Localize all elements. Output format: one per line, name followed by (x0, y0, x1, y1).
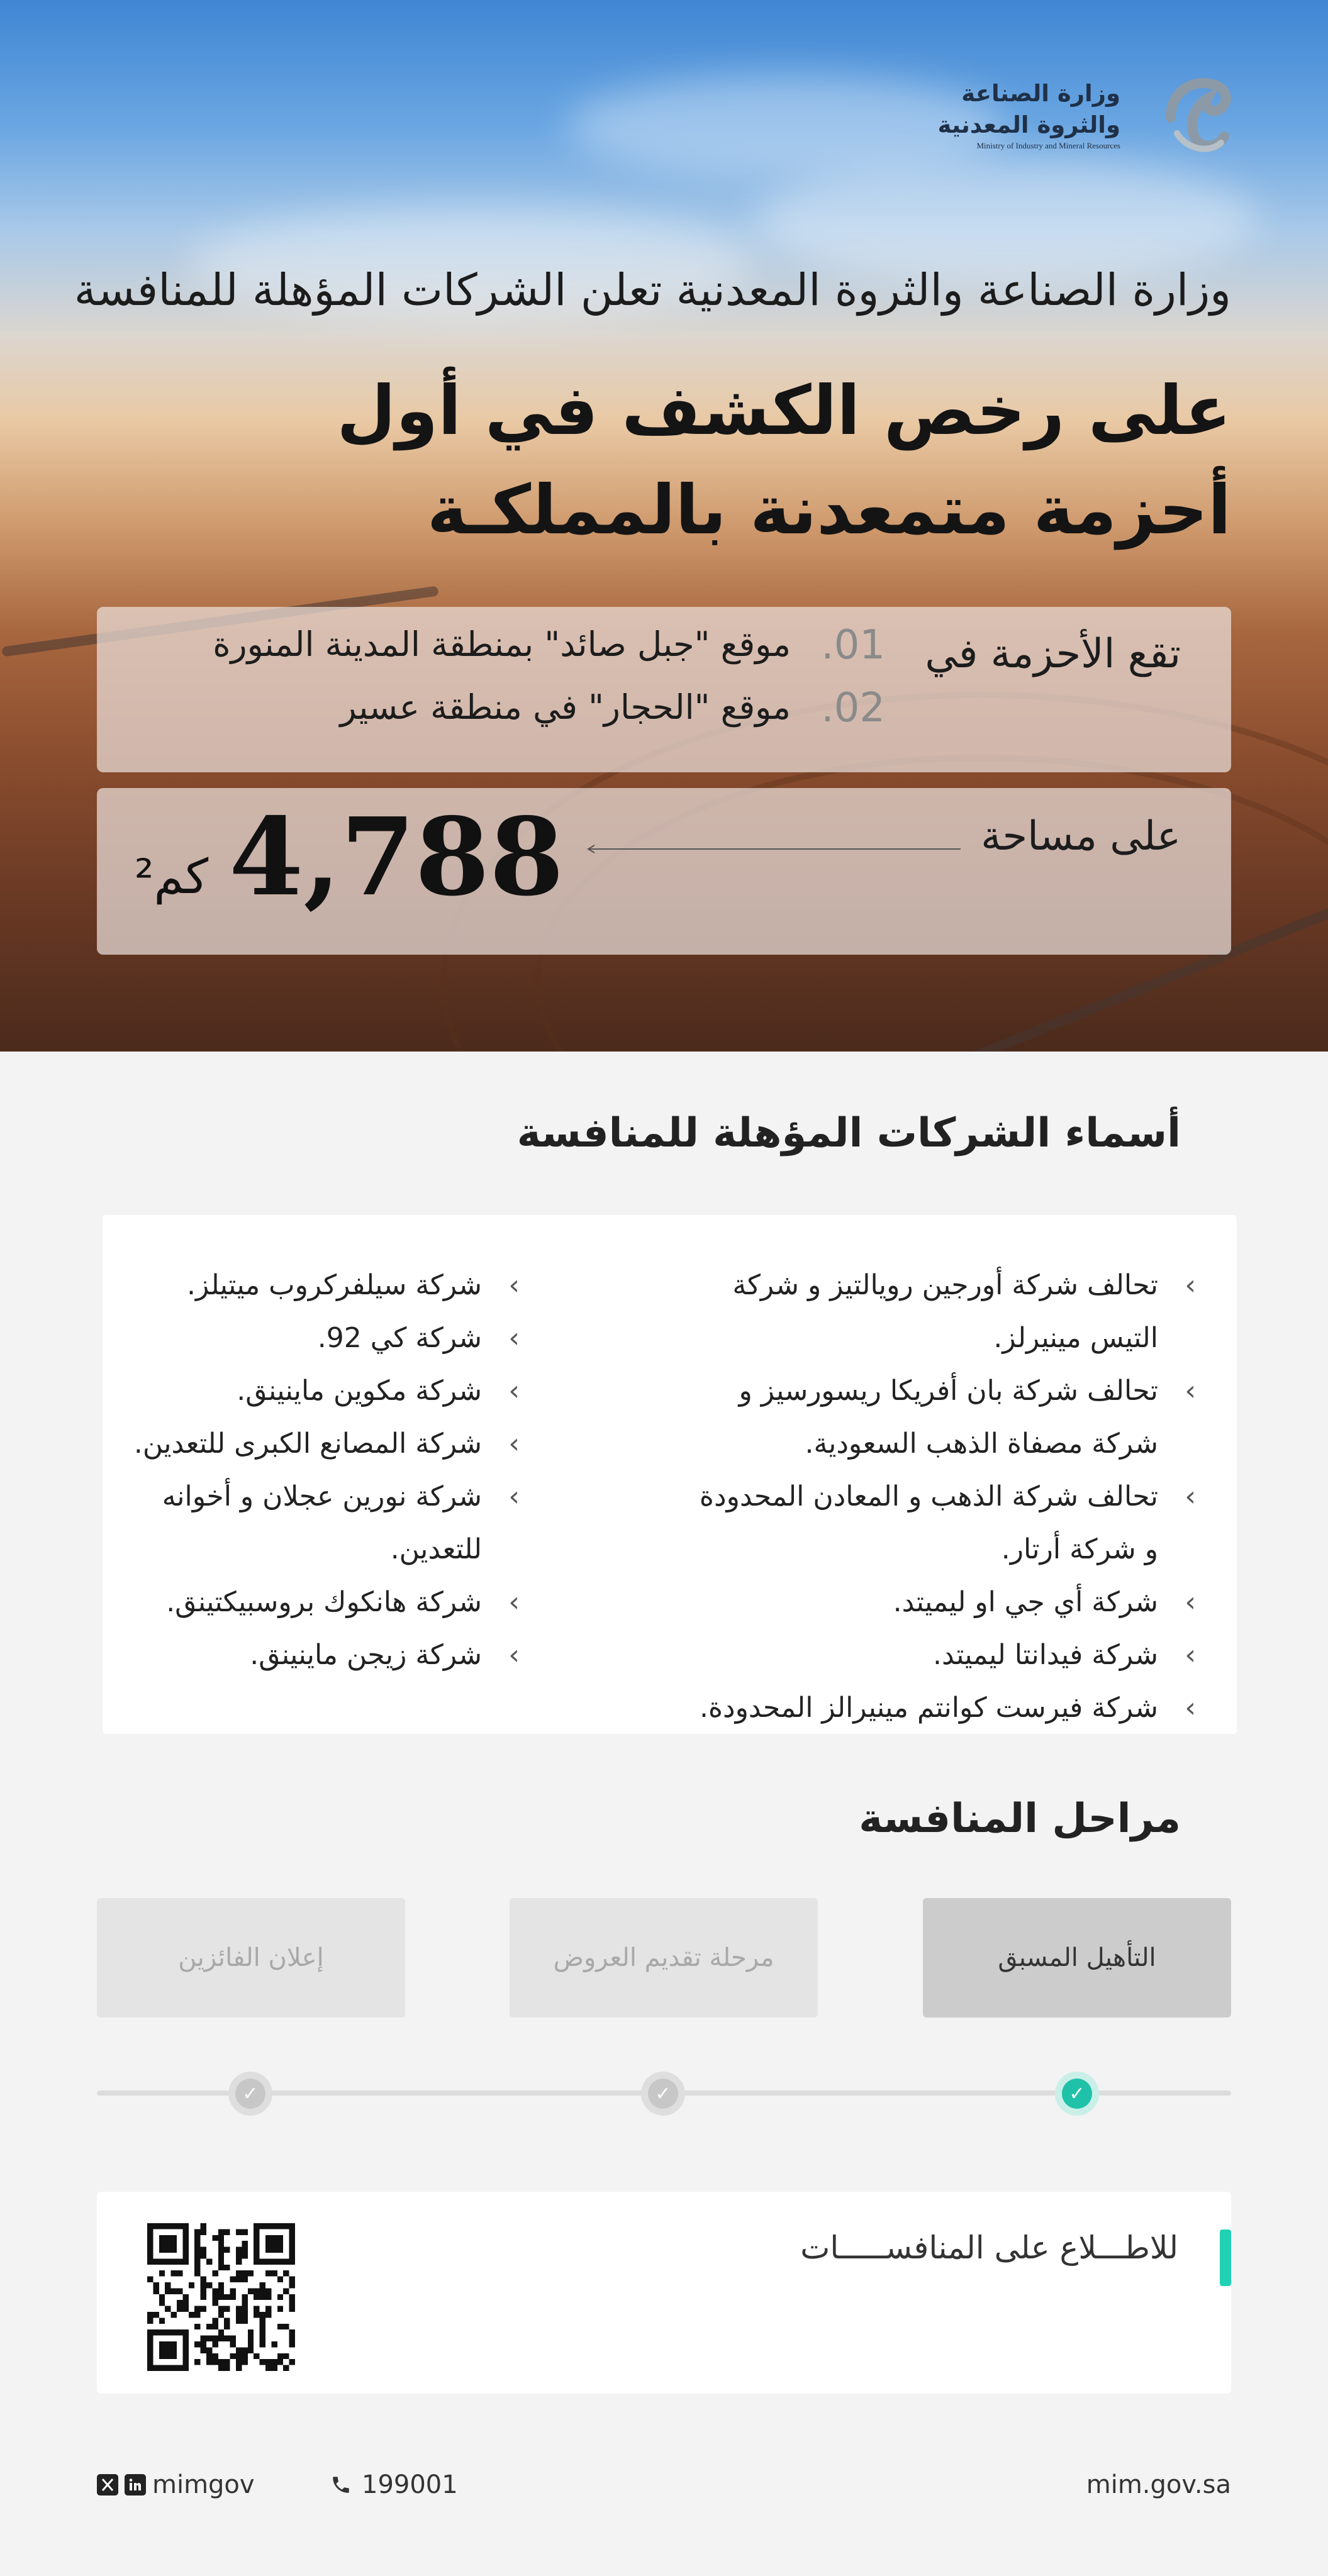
area-label: على مساحة (981, 813, 1181, 860)
competitions-link-text[interactable]: للاطـــلاع على المنافســـــات (800, 2229, 1178, 2266)
location-item (213, 622, 885, 669)
company-item: › شركة سيلفركروب ميتيلز. (130, 1259, 520, 1312)
location-number: 01. (821, 622, 885, 669)
ministry-name-en: Ministry of Industry and Mineral Resources (976, 141, 1120, 150)
accent-bar (1220, 2229, 1231, 2286)
ministry-logo-icon (1158, 74, 1234, 155)
hero-banner (0, 0, 1328, 1052)
qr-card[interactable] (97, 2192, 1231, 2394)
phone-number[interactable] (330, 2470, 458, 2499)
website-link[interactable]: mim.gov.sa (1086, 2470, 1231, 2499)
companies-card (103, 1215, 1237, 1734)
location-text: موقع "جبل صائد" بمنطقة المدينة المنورة (213, 625, 791, 664)
ministry-name-ar: وزارة الصناعة والثروة المعدنية (937, 80, 1120, 138)
location-text: موقع "الحجار" في منطقة عسير (340, 687, 791, 727)
x-icon[interactable] (97, 2474, 118, 2496)
stage-label: التأهيل المسبق (998, 1943, 1156, 1972)
social-handle[interactable] (97, 2470, 255, 2499)
company-item: › شركة كي 92. (130, 1312, 520, 1365)
arrow-left-icon (583, 843, 961, 855)
location-item (340, 685, 885, 731)
companies-right-column (680, 1259, 1196, 1735)
location-number: 02. (821, 685, 885, 731)
qr-code[interactable] (147, 2223, 295, 2371)
ministry-logo[interactable] (907, 70, 1234, 165)
stage-prequalification (923, 1898, 1231, 2018)
company-item: › تحالف شركة بان أفريكا ريسورسيز و شركة مصفاة الذهب السعودية. (680, 1365, 1196, 1470)
phone-icon (330, 2474, 352, 2496)
linkedin-icon[interactable] (125, 2474, 146, 2496)
stage-check-icon (228, 2072, 272, 2116)
company-item: › شركة فيدانتا ليميتد. (680, 1629, 1196, 1682)
announcement-headline: على رخص الكشف في أول أحزمة متمعدنة بالمملكـة (337, 372, 1231, 550)
locations-label: تقع الأحزمة في (925, 631, 1181, 677)
company-item: › شركة المصانع الكبرى للتعدين. (130, 1418, 520, 1470)
announcement-subheading: وزارة الصناعة والثروة المعدنية تعلن الشركات المؤهلة للمنافسة (74, 264, 1231, 316)
social-handle-text: mimgov (152, 2470, 255, 2499)
stage-check-icon (641, 2072, 685, 2116)
company-item: › شركة مكوين ماينينق. (130, 1365, 520, 1418)
area-panel (97, 788, 1231, 955)
check-icon: ✓ (1062, 2079, 1092, 2109)
stages-title: مراحل المنافسة (859, 1796, 1181, 1842)
stage-check-icon (1055, 2072, 1099, 2116)
check-icon: ✓ (648, 2079, 678, 2109)
stage-label: مرحلة تقديم العروض (553, 1943, 774, 1972)
company-item: › شركة هانكوك بروسبيكتينق. (130, 1576, 520, 1629)
company-item: › شركة زيجن ماينينق. (130, 1629, 520, 1682)
company-item: › شركة نورين عجلان و أخوانه للتعدين. (130, 1470, 520, 1576)
stage-winners-announcement (97, 1898, 405, 2018)
stage-label: إعلان الفائزين (178, 1943, 324, 1972)
companies-left-column (130, 1259, 520, 1682)
companies-title: أسماء الشركات المؤهلة للمنافسة (516, 1110, 1181, 1157)
area-unit: كم² (135, 848, 209, 904)
company-item: › تحالف شركة الذهب و المعادن المحدودة و شركة أرتار. (680, 1470, 1196, 1576)
locations-panel (97, 607, 1231, 772)
company-item: › تحالف شركة أورجين رويالتيز و شركة التيس مينيرلز. (680, 1259, 1196, 1365)
check-icon: ✓ (235, 2079, 265, 2109)
area-value: 4,788 (229, 794, 564, 920)
phone-text: 199001 (362, 2470, 458, 2499)
company-item: › شركة فيرست كوانتم مينيرالز المحدودة. (680, 1682, 1196, 1735)
company-item: › شركة أي جي او ليميتد. (680, 1576, 1196, 1629)
stage-bid-submission (510, 1898, 818, 2018)
